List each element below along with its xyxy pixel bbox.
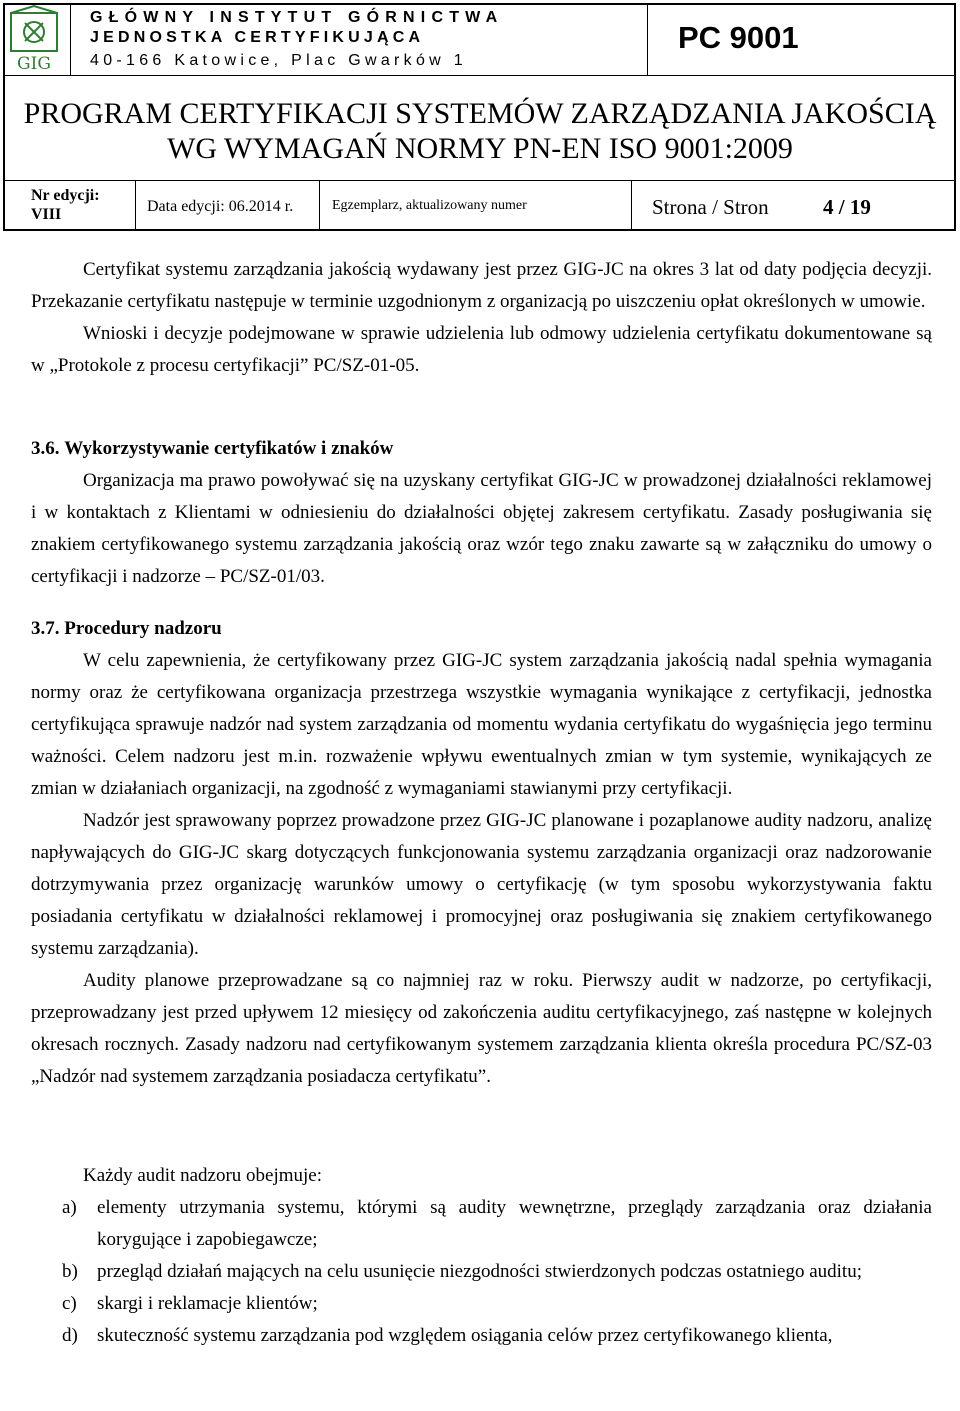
program-title-line-1: PROGRAM CERTYFIKACJI SYSTEMÓW ZARZĄDZANIA JAKOŚCIĄ	[23, 97, 937, 130]
header-border-top	[3, 3, 956, 5]
audit-scope-intro	[31, 1160, 932, 1192]
edition-value: VIII	[31, 206, 62, 223]
list-item	[31, 1320, 932, 1352]
list-item-text: elementy utrzymania systemu, którymi są audity wewnętrzne, przeglądy zarządzania oraz działania korygujące i zapobiegawcze;	[97, 1197, 932, 1250]
paragraph-audit-scope: Każdy audit nadzoru obejmuje:	[83, 1165, 323, 1186]
logo-text: GIG	[17, 54, 51, 74]
header-border-bottom	[3, 229, 956, 231]
edition-cell-divider-3	[631, 180, 632, 230]
list-item	[31, 1256, 932, 1288]
document-body	[31, 254, 932, 382]
code-cell-divider	[647, 3, 648, 75]
section-3-6	[31, 433, 932, 593]
page-number: 4 / 19	[823, 195, 871, 219]
program-title-line-2: WG WYMAGAŃ NORMY PN-EN ISO 9001:2009	[167, 132, 793, 165]
paragraph-use-of-certificates: Organizacja ma prawo powoływać się na uzyskany certyfikat GIG-JC w prowadzonej działalności reklamowej i w kontaktach z Klientami w odniesieniu do działalności objętej zakresem certyfikatu. Zasady posługiwania się znakiem certyfikowanego systemu zarządzania jakością oraz wzór tego znaku zawarte są w załączniku do umowy o certyfikacji i nadzorze – PC/SZ-01/03.	[31, 470, 932, 587]
list-item-text: skuteczność systemu zarządzania pod względem osiągania celów przez certyfikowanego klienta,	[97, 1325, 833, 1346]
list-marker: a)	[62, 1197, 77, 1218]
gig-logo	[3, 3, 67, 74]
institute-name: GŁÓWNY INSTYTUT GÓRNICTWA	[90, 9, 504, 26]
header-divider-1	[3, 75, 956, 76]
copy-label: Egzemplarz, aktualizowany numer	[332, 198, 527, 213]
section-heading	[31, 613, 932, 645]
paragraph-planned-audits: Audity planowe przeprowadzane są co najmniej raz w roku. Pierwszy audit w nadzorze, po certyfikacji, przeprowadzany jest przed upływem 12 miesięcy od zakończenia auditu certyfikacyjnego, zaś następne w kolejnych okresach rocznych. Zasady nadzoru nad certyfikowanym systemem zarządzania klienta określa procedura PC/SZ-03 „Nadzór nad systemem zarządzania posiadacza certyfikatu”.	[31, 970, 932, 1087]
paragraph-decisions: Wnioski i decyzje podejmowane w sprawie udzielenia lub odmowy udzielenia certyfikatu dokumentowane są w „Protokole z procesu certyfikacji” PC/SZ-01-05.	[31, 323, 932, 376]
section-title: Procedury nadzoru	[64, 618, 222, 639]
institute-address: 40-166 Katowice, Plac Gwarków 1	[90, 52, 467, 69]
logo-cell-divider	[70, 3, 71, 75]
list-item	[31, 1288, 932, 1320]
list-item-text: przegląd działań mających na celu usunięcie niezgodności stwierdzonych podczas ostatniego auditu;	[97, 1261, 862, 1282]
page-label: Strona / Stron	[652, 195, 769, 219]
edition-cell-divider-1	[135, 180, 136, 230]
edition-number	[31, 186, 100, 224]
list-marker: d)	[62, 1325, 78, 1346]
paragraph-surveillance-method: Nadzór jest sprawowany poprzez prowadzone przez GIG-JC planowane i pozaplanowe audity nadzoru, analizę napływających do GIG-JC skarg dotyczących funkcjonowania systemu zarządzania organizacji oraz nadzorowanie dotrzymywania przez organizację warunków umowy o certyfikację (w tym sposobu wykorzystywania faktu posiadania certyfikatu w działalności reklamowej i promocyjnej oraz posługiwania się znakiem certyfikowanego systemu zarządzania).	[31, 810, 932, 959]
section-number: 3.7.	[31, 618, 60, 639]
edition-cell-divider-2	[319, 180, 320, 230]
section-number: 3.6.	[31, 438, 60, 459]
paragraph-surveillance-purpose: W celu zapewnienia, że certyfikowany przez GIG-JC system zarządzania jakością nadal spełnia wymagania normy oraz że certyfikowana organizacja przestrzega wszystkie wymagania wynikające z certyfikacji, jednostka certyfikująca sprawuje nadzór nad system zarządzania od momentu wydania certyfikatu do wygaśnięcia jego terminu ważności. Celem nadzoru jest m.in. rozważenie wpływu ewentualnych zmian w tym systemie, wynikających ze zmian w działaniach organizacji, na zgodność z wymaganiami stawianymi przy certyfikacji.	[31, 650, 932, 799]
audit-scope-list	[31, 1192, 932, 1352]
list-marker: c)	[62, 1293, 77, 1314]
list-item-text: skargi i reklamacje klientów;	[97, 1293, 318, 1314]
list-item	[31, 1192, 932, 1256]
document-code: PC 9001	[678, 20, 799, 55]
section-title: Wykorzystywanie certyfikatów i znaków	[64, 438, 394, 459]
section-heading	[31, 433, 932, 465]
edition-label: Nr edycji:	[31, 187, 100, 204]
paragraph-certificate-validity: Certyfikat systemu zarządzania jakością wydawany jest przez GIG-JC na okres 3 lat od daty podjęcia decyzji. Przekazanie certyfikatu następuje w terminie uzgodnionym z organizacją po uiszczeniu opłat określonych w umowie.	[31, 259, 932, 312]
institute-unit: JEDNOSTKA CERTYFIKUJĄCA	[90, 29, 425, 46]
section-3-7	[31, 613, 932, 1093]
header-divider-2	[3, 180, 956, 181]
list-marker: b)	[62, 1261, 78, 1282]
edition-date: Data edycji: 06.2014 r.	[147, 198, 294, 215]
